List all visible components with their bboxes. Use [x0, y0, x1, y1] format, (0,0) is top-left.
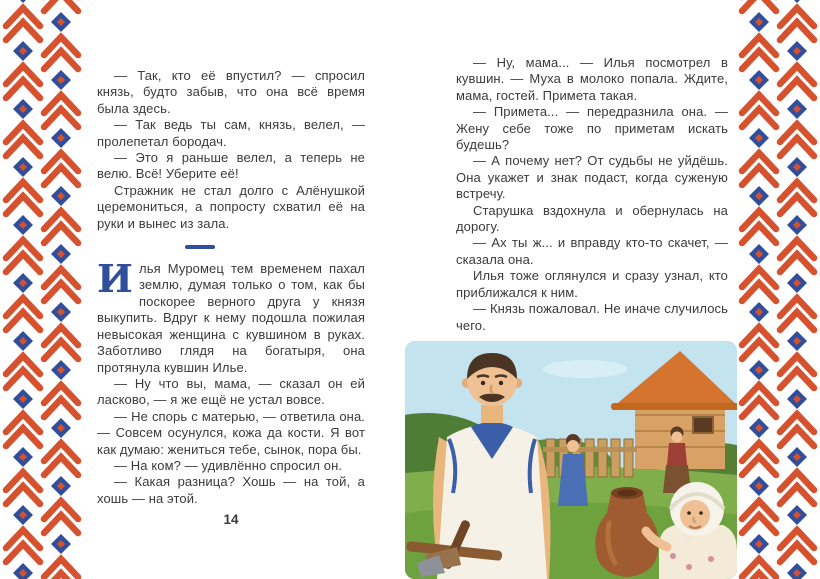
section-divider — [185, 245, 215, 249]
paragraph: — На ком? — удивлённо спросил он. — [114, 457, 343, 473]
paragraph: — Какая разница? Хошь — на той, а хошь — на этой. — [97, 474, 365, 506]
paragraph: Старушка вздохнула и обернулась на дорогу. — [456, 202, 728, 235]
paragraph: — Не спорь с матерью, — ответила она. — Совсем осунулся, кожа да кости. Я вот как думаю: жениться тебе, сынок, пора бы. — [97, 408, 365, 457]
drop-cap-paragraph — [97, 256, 365, 376]
page-number: 14 — [223, 512, 239, 527]
story-illustration — [405, 341, 737, 579]
paragraph: Стражник не стал долго с Алёнушкой церемониться, а попросту схватил её на руки и вынес из зала. — [97, 182, 365, 231]
paragraph: — Так, кто её впустил? — спросил князь, будто забыв, что она всё время была здесь. — [97, 68, 365, 116]
paragraph: Илья тоже оглянулся и сразу узнал, кто приближался к ним. — [456, 268, 728, 300]
paragraph: — Ну, мама... — Илья посмотрел в кувшин. — Муха в молоко попала. Ждите, мама, гостей. Примета такая. — [456, 55, 728, 103]
paragraph: — Так ведь ты сам, князь, велел, — пролепетал бородач. — [97, 117, 365, 149]
drop-cap-letter: И — [97, 256, 134, 302]
right-page-column — [456, 55, 728, 334]
paragraph: — Князь пожаловал. Не иначе случилось чего. — [456, 301, 728, 333]
paragraph: — Это я раньше велел, а теперь не велю. Всё! Уберите её! — [97, 150, 365, 182]
paragraph: — А почему нет? От судьбы не уйдёшь. Она укажет и знак подаст, когда суженую встречу. — [456, 153, 728, 202]
paragraph: — Ну что вы, мама, — сказал он ей ласково, — я же ещё не устал вовсе. — [97, 375, 365, 408]
left-page-column — [97, 68, 365, 507]
paragraph: — Ах ты ж... и вправду кто-то скачет, — сказала она. — [456, 235, 728, 267]
paragraph-text: лья Муромец тем временем пахал землю, думая только о том, как бы поскорее верного друга у князя выкупить. Вдруг к нему подошла пожилая невысокая женщина с кувшином в руках. Заботливо глядя на богатыря, она протянула кувшин Илье. — [97, 261, 365, 375]
paragraph: — Примета... — передразнила она. — Жену себе тоже по приметам искать будешь? — [456, 104, 728, 153]
ornament-border-right — [736, 0, 820, 579]
ornament-border-left — [0, 0, 84, 579]
